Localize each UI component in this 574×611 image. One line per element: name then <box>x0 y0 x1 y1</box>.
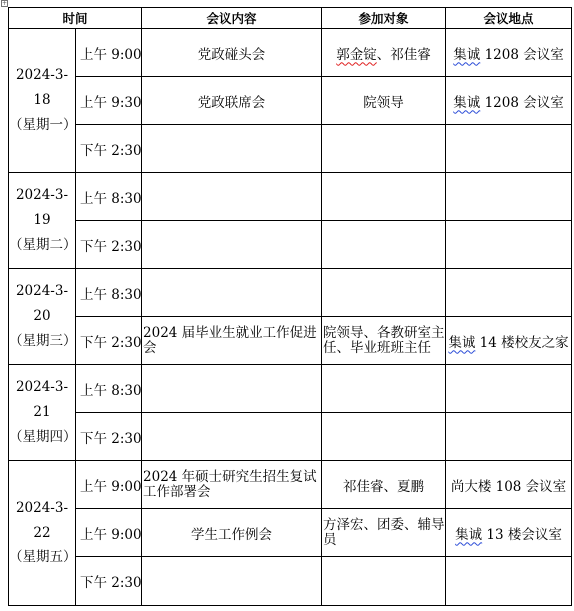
attendees-cell <box>322 173 446 221</box>
attendees-cell: 方泽宏、团委、辅导员 <box>322 509 446 557</box>
content-cell: 2024 年硕士研究生招生复试工作部署会 <box>142 461 322 509</box>
attendees-cell <box>322 413 446 461</box>
location-text: 14 楼校友之家 <box>475 334 569 351</box>
table-row <box>9 125 572 173</box>
attendees-cell <box>322 29 446 77</box>
table-row <box>9 461 572 509</box>
content-cell <box>142 269 322 317</box>
header-content: 会议内容 <box>142 8 322 29</box>
header-location: 会议地点 <box>446 8 572 29</box>
attendees-cell: 祁佳睿、夏鹏 <box>322 461 446 509</box>
time-cell: 上午 8:30 <box>76 365 142 413</box>
time-cell: 上午 9:00 <box>76 509 142 557</box>
table-row <box>9 77 572 125</box>
table-row <box>9 221 572 269</box>
time-cell: 下午 2:30 <box>76 317 142 365</box>
content-cell <box>142 413 322 461</box>
table-row <box>9 269 572 317</box>
location-text: 1208 会议室 <box>480 46 564 63</box>
location-marked-text: 集诚 <box>453 46 481 63</box>
location-cell <box>446 269 572 317</box>
content-cell <box>142 125 322 173</box>
location-cell <box>446 29 572 77</box>
table-row <box>9 365 572 413</box>
location-cell <box>446 77 572 125</box>
weekday-text: （星期五） <box>9 549 77 566</box>
table-row <box>9 413 572 461</box>
date-cell <box>9 365 76 461</box>
location-marked-text: 集诚 <box>453 94 481 111</box>
header-time: 时间 <box>9 8 142 29</box>
location-cell <box>446 221 572 269</box>
content-cell: 党政联席会 <box>142 77 322 125</box>
header-attendees: 参加对象 <box>322 8 446 29</box>
date-text: 2024-3-20 <box>15 283 69 325</box>
table-row <box>9 317 572 365</box>
location-marked-text: 集诚 <box>448 334 476 351</box>
time-cell: 上午 9:30 <box>76 77 142 125</box>
table-row <box>9 557 572 606</box>
location-cell: 尚大楼 108 会议室 <box>446 461 572 509</box>
location-text: 13 楼会议室 <box>482 526 562 543</box>
table-header-row <box>9 8 572 29</box>
location-cell <box>446 557 572 606</box>
location-cell <box>446 413 572 461</box>
weekday-text: （星期四） <box>9 428 77 445</box>
date-text: 2024-3-21 <box>15 379 69 421</box>
attendees-cell: 院领导 <box>322 77 446 125</box>
time-cell: 下午 2:30 <box>76 221 142 269</box>
weekday-text: （星期二） <box>9 236 77 253</box>
content-cell <box>142 557 322 606</box>
content-cell: 党政碰头会 <box>142 29 322 77</box>
location-cell <box>446 509 572 557</box>
location-cell <box>446 317 572 365</box>
date-text: 2024-3-18 <box>15 67 69 109</box>
time-cell: 下午 2:30 <box>76 557 142 606</box>
date-cell <box>9 29 76 173</box>
time-cell: 下午 2:30 <box>76 413 142 461</box>
attendees-cell <box>322 125 446 173</box>
location-text: 1208 会议室 <box>480 94 564 111</box>
attendees-cell <box>322 269 446 317</box>
attendees-cell: 院领导、各教研室主任、毕业班班主任 <box>322 317 446 365</box>
table-row <box>9 29 572 77</box>
time-cell: 上午 8:30 <box>76 269 142 317</box>
content-cell <box>142 365 322 413</box>
meeting-schedule-table <box>8 7 572 606</box>
attendees-text: 、祁佳睿 <box>376 46 431 63</box>
attendees-cell <box>322 557 446 606</box>
date-text: 2024-3-22 <box>15 499 69 541</box>
content-cell: 2024 届毕业生就业工作促进会 <box>142 317 322 365</box>
time-cell: 下午 2:30 <box>76 125 142 173</box>
attendees-cell <box>322 221 446 269</box>
attendees-marked-text: 郭金锭 <box>336 46 377 63</box>
time-cell: 上午 9:00 <box>76 29 142 77</box>
location-marked-text: 集诚 <box>455 526 483 543</box>
table-row <box>9 173 572 221</box>
content-cell <box>142 173 322 221</box>
date-cell <box>9 269 76 365</box>
date-cell <box>9 173 76 269</box>
table-move-handle-icon[interactable]: + <box>2 0 8 7</box>
location-cell <box>446 125 572 173</box>
content-cell <box>142 221 322 269</box>
time-cell: 上午 9:00 <box>76 461 142 509</box>
date-cell <box>9 461 76 606</box>
time-cell: 上午 8:30 <box>76 173 142 221</box>
weekday-text: （星期一） <box>9 116 77 133</box>
content-cell: 学生工作例会 <box>142 509 322 557</box>
date-text: 2024-3-19 <box>15 187 69 229</box>
table-row <box>9 509 572 557</box>
location-cell <box>446 173 572 221</box>
attendees-cell <box>322 365 446 413</box>
location-cell <box>446 365 572 413</box>
weekday-text: （星期三） <box>9 332 77 349</box>
